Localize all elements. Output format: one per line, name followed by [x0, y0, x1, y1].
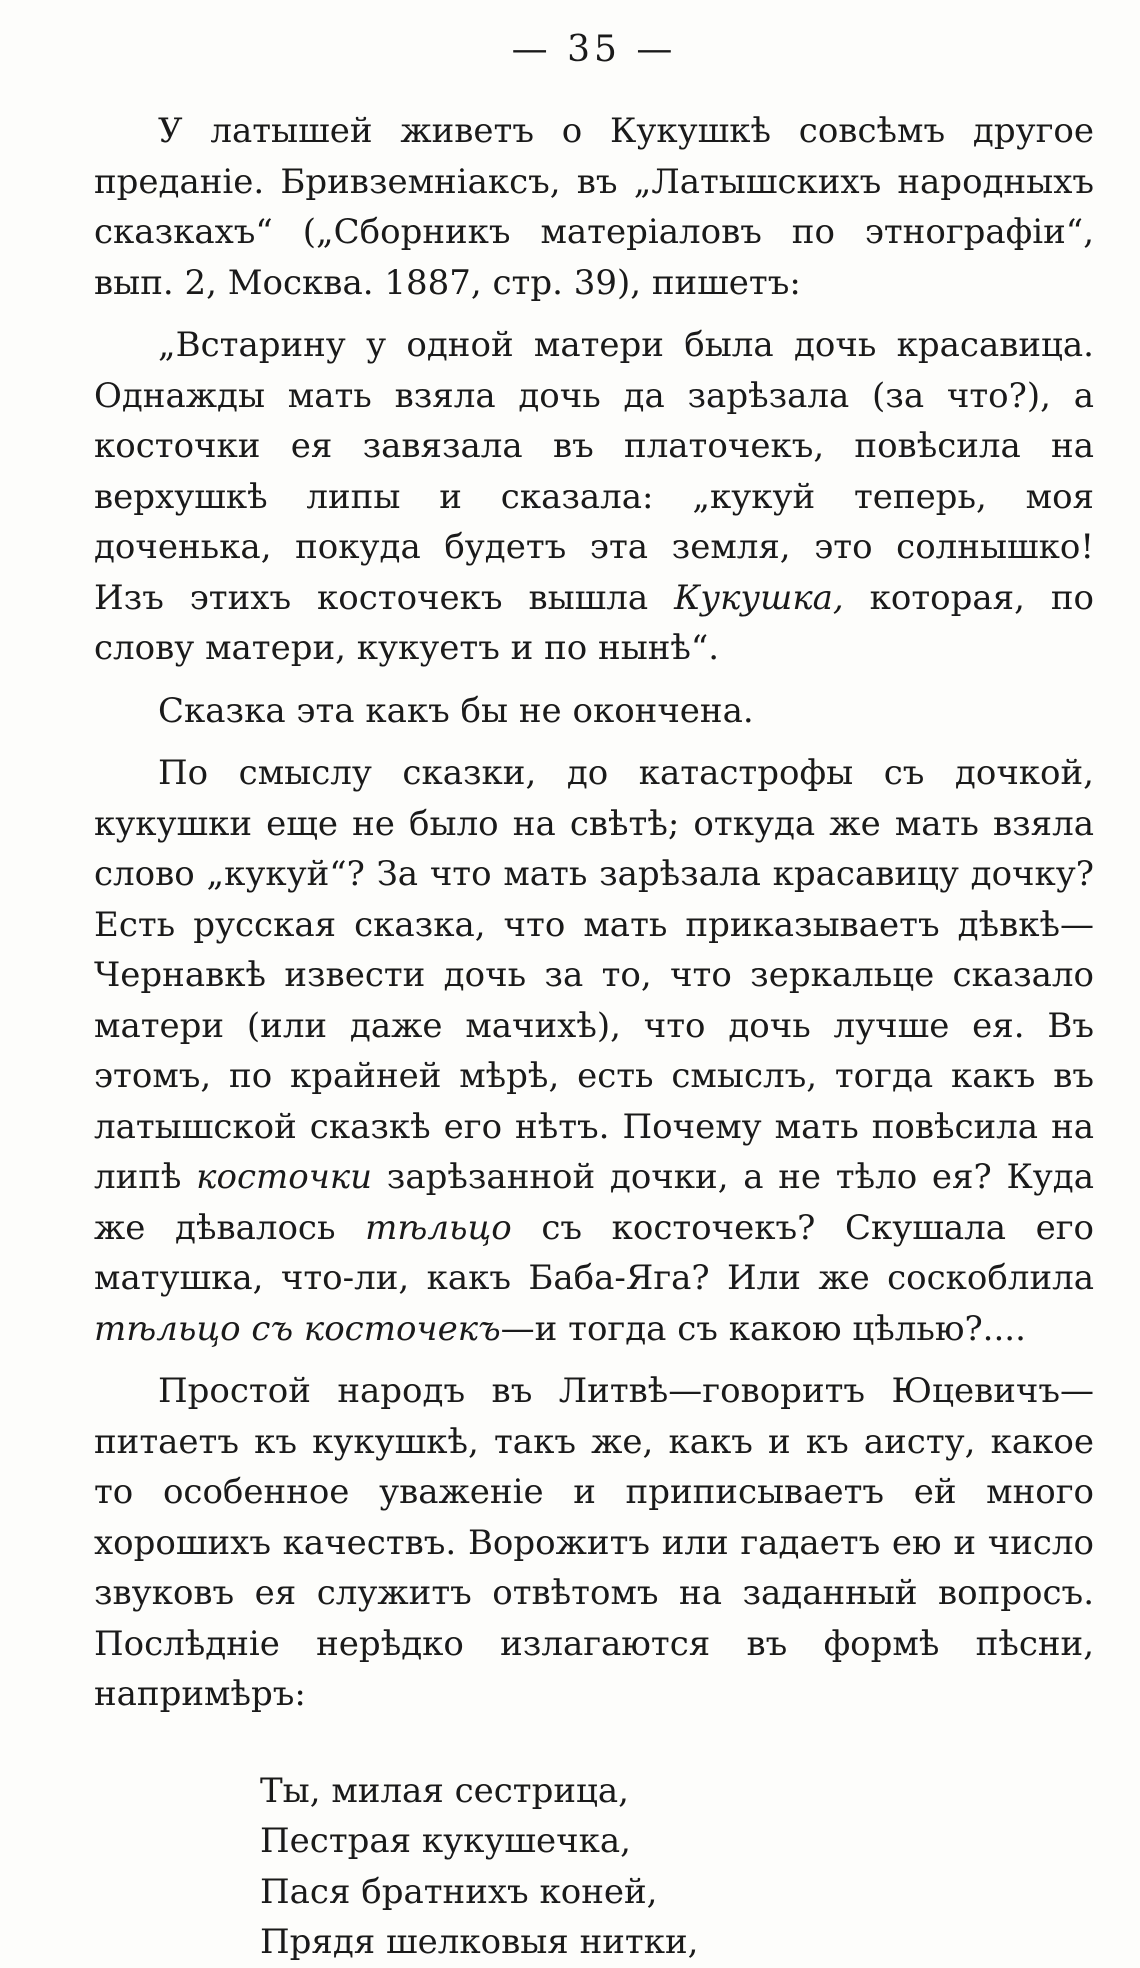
text-run: „Встарину у одной матери была дочь красавица. Однажды мать взяла дочь да зарѣзала (за что?), а косточки ея завязала въ платочекъ, повѣсила на верхушкѣ липы и сказала: „кукуй теперь, моя доченька, покуда будетъ эта земля, это солнышко! Изъ этихъ косточекъ вышла — [94, 325, 1094, 618]
paragraph-4 — [94, 748, 1094, 1354]
paragraph-1 — [94, 106, 1094, 308]
body-text — [94, 106, 1094, 1720]
paragraph-3 — [94, 686, 1094, 737]
text-run: У латышей живетъ о Кукушкѣ совсѣмъ другое преданіе. Бривземніаксъ, въ „Латышскихъ народныхъ сказкахъ“ („Сборникъ матеріаловъ по этнографіи“, вып. 2, Москва. 1887, стр. 39), пишетъ: — [94, 111, 1094, 303]
text-run: которая, по слову матери, кукуетъ и по нынѣ“. — [94, 577, 1094, 668]
text-run: —и тогда съ какою цѣлью?.... — [500, 1308, 1026, 1349]
italic-text: тѣльцо съ косточекъ — [94, 1308, 501, 1349]
verse-block — [260, 1766, 1094, 1968]
italic-text: косточки — [196, 1157, 373, 1197]
verse-line: Ты, милая сестрица, — [260, 1770, 629, 1811]
paragraph-5 — [94, 1366, 1094, 1720]
text-run: Сказка эта какъ бы не окончена. — [158, 690, 754, 731]
text-run: зарѣзанной дочки, а не тѣло ея? Куда же дѣвалось — [94, 1157, 1094, 1248]
paragraph-2 — [94, 320, 1094, 674]
text-run: Простой народъ въ Литвѣ—говоритъ Юцевичъ—питаетъ къ кукушкѣ, такъ же, какъ и къ аисту, какое то особенное уваженіе и приписываетъ ей много хорошихъ качествъ. Ворожитъ или гадаетъ ею и число звуковъ ея служитъ отвѣтомъ на заданный вопросъ. Послѣдніе нерѣдко излагаются въ формѣ пѣсни, напримѣръ: — [94, 1371, 1094, 1714]
verse-line: Пася братнихъ коней, — [260, 1871, 658, 1912]
verse-line: Прядя шелковыя нитки, — [260, 1922, 699, 1962]
page-number: — 35 — — [511, 29, 677, 70]
verse-line: Пестрая кукушечка, — [260, 1821, 631, 1861]
text-run: съ косточекъ? Скушала его матушка, что-ли, какъ Баба-Яга? Или же соскоблила — [94, 1207, 1095, 1298]
italic-text: тѣльцо — [365, 1207, 512, 1248]
italic-text: Кукушка, — [674, 577, 844, 618]
text-run: По смыслу сказки, до катастрофы съ дочкой, кукушки еще не было на свѣтѣ; откуда же мать взяла слово „кукуй“? За что мать зарѣзала красавицу дочку? Есть русская сказка, что мать приказываетъ дѣвкѣ—Чернавкѣ извести дочь за то, что зеркальце сказало матери (или даже мачихѣ), что дочь лучше ея. Въ этомъ, по крайней мѣрѣ, есть смыслъ, тогда какъ въ латышской сказкѣ его нѣтъ. Почему мать повѣсила на липѣ — [94, 753, 1094, 1197]
